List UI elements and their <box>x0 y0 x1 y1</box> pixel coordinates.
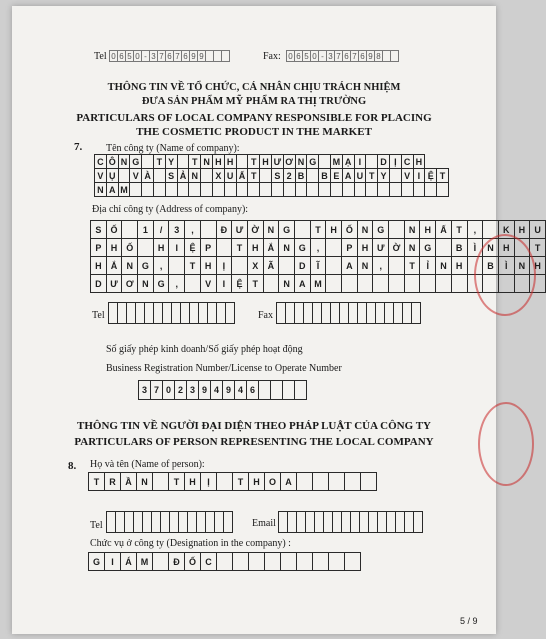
char-box: I <box>168 238 185 257</box>
char-box <box>152 472 169 491</box>
char-box: Ư <box>231 220 248 239</box>
char-box: S <box>165 168 178 183</box>
char-box: 3 <box>186 380 199 400</box>
char-box <box>388 220 405 239</box>
designation-grid <box>88 552 360 574</box>
char-box: G <box>372 220 389 239</box>
char-box: H <box>419 220 436 239</box>
top-fax-label: Fax: <box>263 51 281 62</box>
person-name-grid <box>88 472 376 491</box>
char-box: G <box>153 274 170 293</box>
char-box: B <box>318 168 331 183</box>
char-box: 7 <box>334 50 343 62</box>
char-box: X <box>212 168 225 183</box>
char-box: 9 <box>189 50 198 62</box>
char-box <box>388 256 405 275</box>
char-box: Ệ <box>231 274 248 293</box>
char-box: H <box>357 238 374 257</box>
char-box: H <box>451 256 468 275</box>
char-box: Ờ <box>247 220 264 239</box>
char-box: - <box>318 50 327 62</box>
char-box: 6 <box>165 50 174 62</box>
char-box: 6 <box>246 380 259 400</box>
char-box: U <box>529 220 546 239</box>
char-box: D <box>377 154 390 169</box>
char-box <box>328 472 345 491</box>
char-box: 4 <box>210 380 223 400</box>
char-box <box>280 552 297 571</box>
char-box <box>294 380 307 400</box>
char-box: 7 <box>157 50 166 62</box>
char-box: T <box>247 168 260 183</box>
char-box: , <box>184 220 201 239</box>
char-box <box>296 552 313 571</box>
char-box <box>404 274 421 293</box>
char-box <box>121 220 138 239</box>
char-box: T <box>529 238 546 257</box>
char-box: N <box>404 238 421 257</box>
char-box <box>325 274 342 293</box>
char-box: A <box>341 256 358 275</box>
char-box: T <box>310 220 327 239</box>
char-box: H <box>325 220 342 239</box>
company-fax-grid <box>276 302 420 324</box>
char-box: 6 <box>117 50 126 62</box>
company-tel-label: Tel <box>92 310 105 321</box>
person-name-label: Họ và tên (Name of person): <box>90 459 205 470</box>
char-box <box>328 552 345 571</box>
char-box <box>344 552 361 571</box>
char-box: V <box>401 168 414 183</box>
char-box: , <box>168 274 185 293</box>
license-label-vn: Số giấy phép kinh doanh/Số giấy phép hoạt động <box>106 344 303 355</box>
char-box: 7 <box>150 380 163 400</box>
char-box: , <box>310 238 327 257</box>
char-box: T <box>404 256 421 275</box>
person-tel-label: Tel <box>90 520 103 531</box>
char-box <box>435 274 452 293</box>
char-box: N <box>94 182 107 197</box>
char-box: Ư <box>271 154 284 169</box>
char-box: À <box>141 168 154 183</box>
char-box: T <box>247 274 264 293</box>
char-box: 0 <box>109 50 118 62</box>
address-label: Địa chỉ công ty (Address of company): <box>92 204 249 215</box>
char-box: - <box>141 50 150 62</box>
char-box: Ư <box>372 238 389 257</box>
char-box: I <box>354 154 367 169</box>
char-box: G <box>278 220 295 239</box>
char-box: M <box>136 552 153 571</box>
char-box: N <box>514 256 531 275</box>
char-box <box>137 238 154 257</box>
char-box: N <box>357 220 374 239</box>
empty-box <box>411 302 421 324</box>
char-box: N <box>278 274 295 293</box>
char-box <box>216 552 233 571</box>
company-tel-grid <box>108 302 234 324</box>
char-box: U <box>224 168 237 183</box>
char-box: Ư <box>106 274 123 293</box>
char-box: H <box>529 256 546 275</box>
char-box: N <box>188 168 201 183</box>
license-number-grid <box>138 380 306 400</box>
char-box: Ố <box>106 220 123 239</box>
char-box <box>312 472 329 491</box>
char-box <box>264 552 281 571</box>
company-header-vn-2: ĐƯA SẢN PHẨM MỸ PHẨM RA THỊ TRƯỜNG <box>141 96 367 107</box>
char-box: G <box>137 256 154 275</box>
char-box <box>451 274 468 293</box>
char-box: N <box>118 154 131 169</box>
char-box: N <box>404 220 421 239</box>
char-box: T <box>232 472 249 491</box>
char-box <box>231 256 248 275</box>
char-box: 6 <box>342 50 351 62</box>
char-box: T <box>365 168 378 183</box>
char-box: Y <box>377 168 390 183</box>
char-box: I <box>413 168 426 183</box>
char-box: 2 <box>283 168 296 183</box>
char-box <box>372 274 389 293</box>
top-fax-grid <box>286 50 398 62</box>
char-box: D <box>90 274 107 293</box>
company-header-en-2: THE COSMETIC PRODUCT IN THE MARKET <box>136 126 372 138</box>
char-box: H <box>498 238 515 257</box>
char-box <box>248 552 265 571</box>
char-box: Y <box>165 154 178 169</box>
rep-header-vn: THÔNG TIN VỀ NGƯỜI ĐẠI DIỆN THEO PHÁP LUẬT CỦA CÔNG TY <box>77 420 431 432</box>
char-box: S <box>271 168 284 183</box>
char-box: T <box>451 220 468 239</box>
char-box: M <box>310 274 327 293</box>
char-box: Ấ <box>435 220 452 239</box>
char-box: N <box>278 238 295 257</box>
address-row-2 <box>90 238 545 257</box>
top-tel-grid <box>109 50 229 62</box>
char-box: H <box>153 238 170 257</box>
char-box: Ả <box>177 168 190 183</box>
char-box: Ì <box>498 256 515 275</box>
char-box: R <box>104 472 121 491</box>
top-tel-label: Tel <box>94 51 107 62</box>
char-box: P <box>90 238 107 257</box>
person-email-grid <box>278 511 422 533</box>
char-box <box>357 274 374 293</box>
char-box: S <box>90 220 107 239</box>
char-box: 8 <box>374 50 383 62</box>
char-box: T <box>436 168 449 183</box>
red-seal-stamp <box>474 234 536 316</box>
char-box: H <box>90 256 107 275</box>
char-box: 3 <box>149 50 158 62</box>
char-box: , <box>467 220 484 239</box>
char-box: 6 <box>358 50 367 62</box>
char-box: N <box>295 154 308 169</box>
char-box: 9 <box>222 380 235 400</box>
char-box <box>436 182 449 197</box>
char-box: C <box>401 154 414 169</box>
char-box: Ị <box>200 472 217 491</box>
char-box: 9 <box>197 50 206 62</box>
char-box: A <box>342 168 355 183</box>
char-box: H <box>259 154 272 169</box>
char-box: N <box>137 274 154 293</box>
char-box: Ị <box>216 256 233 275</box>
license-label-en: Business Registration Number/License to Operate Number <box>106 363 342 374</box>
char-box: Ệ <box>184 238 201 257</box>
char-box: N <box>482 238 499 257</box>
char-box: N <box>200 154 213 169</box>
person-email-label: Email <box>252 518 276 529</box>
red-seal-stamp <box>478 402 534 486</box>
company-header-vn-1: THÔNG TIN VỀ TỔ CHỨC, CÁ NHÂN CHỊU TRÁCH NHIỆM <box>107 82 401 93</box>
char-box: H <box>184 472 201 491</box>
section-8-number: 8. <box>68 460 77 472</box>
char-box: U <box>354 168 367 183</box>
char-box: Ã <box>263 256 280 275</box>
char-box: 4 <box>234 380 247 400</box>
char-box: Ố <box>184 552 201 571</box>
address-row-1 <box>90 220 545 239</box>
char-box: A <box>106 182 119 197</box>
char-box: Ụ <box>106 168 119 183</box>
char-box: H <box>248 472 265 491</box>
char-box: 3 <box>326 50 335 62</box>
char-box: T <box>88 472 105 491</box>
company-fax-label: Fax <box>258 310 273 321</box>
char-box <box>200 220 217 239</box>
char-box: T <box>168 472 185 491</box>
char-box: , <box>372 256 389 275</box>
char-box <box>325 238 342 257</box>
char-box: K <box>498 220 515 239</box>
char-box: Ì <box>467 238 484 257</box>
char-box: P <box>200 238 217 257</box>
char-box: I <box>216 274 233 293</box>
company-name-label: Tên công ty (Name of company): <box>106 143 240 154</box>
char-box: N <box>357 256 374 275</box>
char-box <box>232 552 249 571</box>
char-box <box>168 256 185 275</box>
char-box: O <box>264 472 281 491</box>
char-box <box>435 238 452 257</box>
char-box <box>312 552 329 571</box>
char-box: , <box>153 256 170 275</box>
char-box: Ạ <box>342 154 355 169</box>
char-box: A <box>294 274 311 293</box>
char-box: Đ <box>216 220 233 239</box>
page-number: 5 / 9 <box>460 616 478 626</box>
char-box: 2 <box>174 380 187 400</box>
char-box: 9 <box>198 380 211 400</box>
char-box: G <box>306 154 319 169</box>
char-box: 0 <box>286 50 295 62</box>
char-box: Ầ <box>120 472 137 491</box>
char-box: Ệ <box>424 168 437 183</box>
char-box: M <box>330 154 343 169</box>
char-box: Ờ <box>388 238 405 257</box>
char-box <box>216 238 233 257</box>
char-box: Ơ <box>283 154 296 169</box>
char-box: Ỉ <box>419 256 436 275</box>
char-box: H <box>106 238 123 257</box>
char-box <box>278 256 295 275</box>
char-box: D <box>294 256 311 275</box>
section-7-number: 7. <box>74 141 83 153</box>
char-box: Ơ <box>121 274 138 293</box>
char-box: V <box>200 274 217 293</box>
char-box: I <box>104 552 121 571</box>
char-box: H <box>200 256 217 275</box>
person-tel-grid <box>106 511 232 533</box>
char-box <box>419 274 436 293</box>
char-box: 3 <box>138 380 151 400</box>
char-box: Ấ <box>236 168 249 183</box>
char-box: Ô <box>106 154 119 169</box>
char-box: H <box>212 154 225 169</box>
char-box: T <box>231 238 248 257</box>
char-box: 9 <box>366 50 375 62</box>
char-box: C <box>94 154 107 169</box>
char-box: 0 <box>133 50 142 62</box>
char-box: Ị <box>389 154 402 169</box>
char-box: G <box>129 154 142 169</box>
document-page <box>12 6 541 634</box>
empty-box <box>225 302 235 324</box>
char-box: Ĩ <box>310 256 327 275</box>
char-box: 0 <box>310 50 319 62</box>
char-box: V <box>94 168 107 183</box>
char-box <box>388 274 405 293</box>
char-box: 0 <box>162 380 175 400</box>
char-box: B <box>482 256 499 275</box>
char-box <box>152 552 169 571</box>
char-box: Á <box>120 552 137 571</box>
char-box: 6 <box>294 50 303 62</box>
char-box: B <box>295 168 308 183</box>
char-box: T <box>184 256 201 275</box>
char-box: Đ <box>168 552 185 571</box>
char-box <box>390 50 399 62</box>
company-name-row-1 <box>94 154 424 169</box>
char-box: H <box>224 154 237 169</box>
char-box: N <box>121 256 138 275</box>
char-box: V <box>129 168 142 183</box>
char-box <box>296 472 313 491</box>
char-box: 6 <box>181 50 190 62</box>
char-box: Ố <box>121 238 138 257</box>
char-box: Ắ <box>106 256 123 275</box>
char-box: B <box>451 238 468 257</box>
company-name-row-3 <box>94 182 448 197</box>
char-box <box>263 274 280 293</box>
char-box: Ắ <box>263 238 280 257</box>
designation-label: Chức vụ ở công ty (Designation in the company) : <box>90 538 291 549</box>
char-box: G <box>88 552 105 571</box>
rep-header-en: PARTICULARS OF PERSON REPRESENTING THE LOCAL COMPANY <box>74 436 434 448</box>
char-box <box>344 472 361 491</box>
char-box: T <box>188 154 201 169</box>
char-box: Ố <box>341 220 358 239</box>
char-box: H <box>514 220 531 239</box>
char-box: / <box>153 220 170 239</box>
char-box: H <box>247 238 264 257</box>
empty-box <box>413 511 423 533</box>
char-box: T <box>153 154 166 169</box>
char-box: 7 <box>173 50 182 62</box>
company-header-en-1: PARTICULARS OF LOCAL COMPANY RESPONSIBLE FOR PLACING <box>76 112 432 124</box>
char-box: 7 <box>350 50 359 62</box>
char-box: P <box>341 238 358 257</box>
char-box <box>325 256 342 275</box>
char-box: G <box>294 238 311 257</box>
char-box: N <box>263 220 280 239</box>
char-box: H <box>413 154 426 169</box>
char-box <box>216 472 233 491</box>
char-box: A <box>280 472 297 491</box>
char-box <box>221 50 230 62</box>
char-box <box>294 220 311 239</box>
empty-box <box>223 511 233 533</box>
company-name-row-2 <box>94 168 448 183</box>
char-box: 1 <box>137 220 154 239</box>
char-box: 3 <box>168 220 185 239</box>
char-box <box>360 472 377 491</box>
char-box: N <box>435 256 452 275</box>
char-box: 5 <box>125 50 134 62</box>
char-box: N <box>136 472 153 491</box>
char-box <box>184 274 201 293</box>
char-box: G <box>419 238 436 257</box>
char-box: M <box>118 182 131 197</box>
char-box: 5 <box>302 50 311 62</box>
char-box: E <box>330 168 343 183</box>
char-box: X <box>247 256 264 275</box>
char-box: C <box>200 552 217 571</box>
char-box: T <box>247 154 260 169</box>
char-box <box>341 274 358 293</box>
